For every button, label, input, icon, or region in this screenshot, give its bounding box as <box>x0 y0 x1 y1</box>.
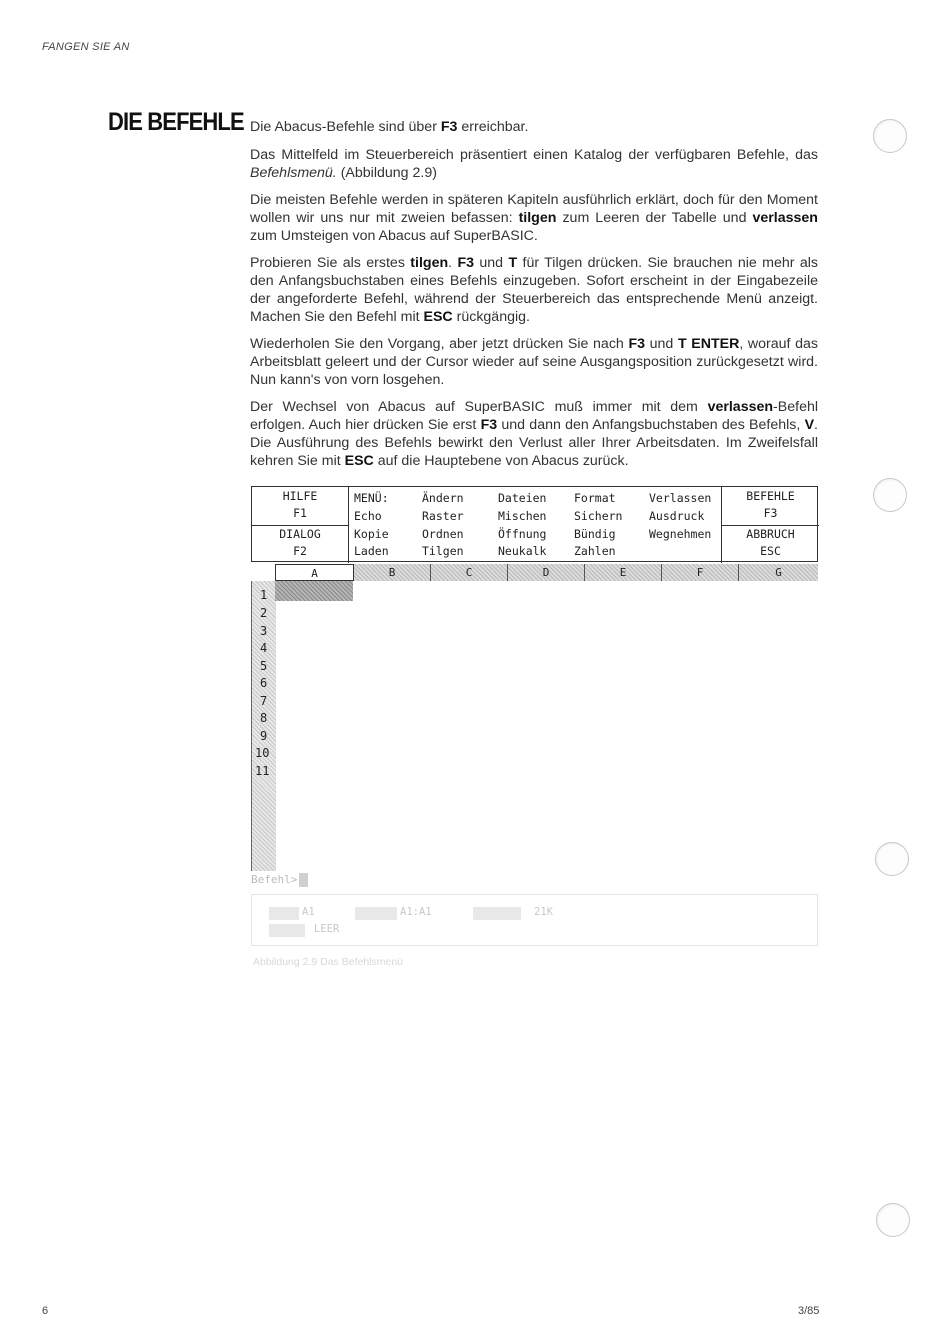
term-tilgen: tilgen <box>410 255 449 271</box>
row-number: 9 <box>260 729 268 743</box>
menu-item: Zahlen <box>574 544 616 558</box>
menu-item: Kopie <box>354 527 389 541</box>
body-text <box>250 118 818 479</box>
menu-item: Ordnen <box>422 527 464 541</box>
page-number: 6 <box>42 1305 49 1317</box>
menu-item: Dateien <box>498 491 547 505</box>
menu-item: Öffnung <box>498 527 547 541</box>
status-label: Bereich <box>355 908 398 919</box>
status-value: 21K <box>534 906 553 918</box>
text: Die Abacus-Befehle sind über <box>250 119 441 135</box>
row-number: 6 <box>260 676 268 690</box>
column-header-f: F <box>662 564 739 581</box>
text: Der Wechsel von Abacus auf SuperBASIC muß immer mit dem <box>250 399 708 415</box>
text: Das Mittelfeld im Steuerbereich präsentiert einen Katalog der verfügbaren Befehle, das <box>250 147 818 163</box>
menu-item: Ausdruck <box>649 509 705 523</box>
key-t-enter: T ENTER <box>677 336 740 352</box>
menu-item: Bündig <box>574 527 616 541</box>
key-t: T <box>508 255 518 271</box>
text: für Tilgen drücken. Sie brauchen nie mehr als den Anfangsbuchstaben eines Befehls einzugeben. Sofort erscheint in der Eingabezeile der angeforderte Befehl, während der Steuerbereich das entsprechende Menü anzeigt. Machen Sie den Befehl mit <box>250 255 818 325</box>
status-label: Inhalt <box>269 925 306 936</box>
punch-hole <box>876 1203 910 1237</box>
paragraph <box>250 191 818 245</box>
abort-key-label: ABBRUCH ESC <box>746 527 795 558</box>
dialog-key-label: DIALOG F2 <box>279 527 321 558</box>
cell-cursor <box>275 581 353 601</box>
row-number: 7 <box>260 694 268 708</box>
key-f3: F3 <box>440 119 458 135</box>
text-cursor <box>299 873 308 887</box>
key-f3: F3 <box>480 417 498 433</box>
text: und <box>474 255 509 271</box>
column-header-bar <box>251 564 818 581</box>
paragraph <box>250 398 818 470</box>
figure-caption: Abbildung 2.9 Das Befehlsmenü <box>253 956 404 968</box>
column-header-b: B <box>354 564 431 581</box>
term-verlassen: verlassen <box>752 210 818 226</box>
text: . <box>448 255 458 271</box>
menu-item: Laden <box>354 544 389 558</box>
row-number: 8 <box>260 711 268 725</box>
status-label: Speicher <box>473 908 522 919</box>
help-key-label: HILFE F1 <box>282 489 318 520</box>
row-number: 1 <box>260 588 268 602</box>
status-area <box>251 894 818 946</box>
column-header-d: D <box>508 564 585 581</box>
key-v: V <box>804 417 815 433</box>
text: zum Umsteigen von Abacus auf SuperBASIC. <box>250 228 538 244</box>
row-number: 4 <box>260 641 268 655</box>
menu-item: Neukalk <box>498 544 547 558</box>
text: erreichbar. <box>457 119 529 135</box>
text: zum Leeren der Tabelle und <box>556 210 753 226</box>
row-number: 2 <box>260 606 268 620</box>
text: auf die Hauptebene von Abacus zurück. <box>373 453 629 469</box>
column-header-c: C <box>431 564 508 581</box>
menu-item: Wegnehmen <box>649 527 712 541</box>
text: Wiederholen Sie den Vorgang, aber jetzt drücken Sie nach <box>250 336 629 352</box>
column-header-g: G <box>739 564 818 581</box>
menu-item: Tilgen <box>422 544 464 558</box>
menu-item: Format <box>574 491 616 505</box>
paragraph <box>250 254 818 326</box>
menu-label: MENÜ: <box>354 491 389 505</box>
row-number: 5 <box>260 659 268 673</box>
status-value: A1 <box>302 906 315 918</box>
text: . Die Ausführung des Befehls bewirkt den Verlust aller Ihrer Arbeitsdaten. Im Zweifelsfall kehren Sie mit <box>250 417 818 469</box>
text: und dann den Anfangsbuchstaben des Befehls, <box>497 417 805 433</box>
status-value: LEER <box>314 923 340 935</box>
punch-hole <box>875 842 909 876</box>
text: Probieren Sie als erstes <box>250 255 411 271</box>
status-label: Zelle <box>269 908 300 919</box>
key-esc: ESC <box>423 309 453 325</box>
text: , worauf das Arbeitsblatt geleert und der Cursor wieder auf seine Ausgangsposition zurückgesetzt wird. Nun kann's von vorn losgehen. <box>250 336 818 388</box>
text: und <box>645 336 678 352</box>
status-value: A1:A1 <box>400 906 432 918</box>
key-f3: F3 <box>457 255 475 271</box>
row-number: 11 <box>255 764 270 778</box>
text: (Abbildung 2.9) <box>336 165 437 181</box>
menu-item: Echo <box>354 509 382 523</box>
column-header-e: E <box>585 564 662 581</box>
column-header-a: A <box>275 564 354 581</box>
menu-item: Raster <box>422 509 464 523</box>
running-header: FANGEN SIE AN <box>42 41 130 53</box>
key-esc: ESC <box>344 453 374 469</box>
text: rückgängig. <box>452 309 530 325</box>
row-number: 10 <box>255 746 270 760</box>
menu-item: Verlassen <box>649 491 712 505</box>
menu-item: Ändern <box>422 491 464 505</box>
key-f3: F3 <box>628 336 646 352</box>
paragraph <box>250 118 818 136</box>
text: -Befehl erfolgen. Auch hier drücken Sie erst <box>250 399 818 433</box>
section-title: DIE BEFEHLE <box>108 108 244 136</box>
term-verlassen: verlassen <box>707 399 774 415</box>
term-befehlsmenu: Befehlsmenü. <box>250 165 337 181</box>
menu-item: Mischen <box>498 509 547 523</box>
paragraph <box>250 146 818 182</box>
date-code: 3/85 <box>798 1305 820 1317</box>
commands-key-label: BEFEHLE F3 <box>746 489 795 520</box>
command-prompt: Befehl> <box>251 873 308 887</box>
punch-hole <box>873 478 907 512</box>
punch-hole <box>873 119 907 153</box>
paragraph <box>250 335 818 389</box>
text: Die meisten Befehle werden in späteren Kapiteln ausführlich erklärt, doch für den Moment wollen wir uns nur mit zweien befassen: <box>250 192 818 226</box>
term-tilgen: tilgen <box>518 210 557 226</box>
control-area <box>251 486 818 562</box>
row-number: 3 <box>260 624 268 638</box>
menu-item: Sichern <box>574 509 623 523</box>
